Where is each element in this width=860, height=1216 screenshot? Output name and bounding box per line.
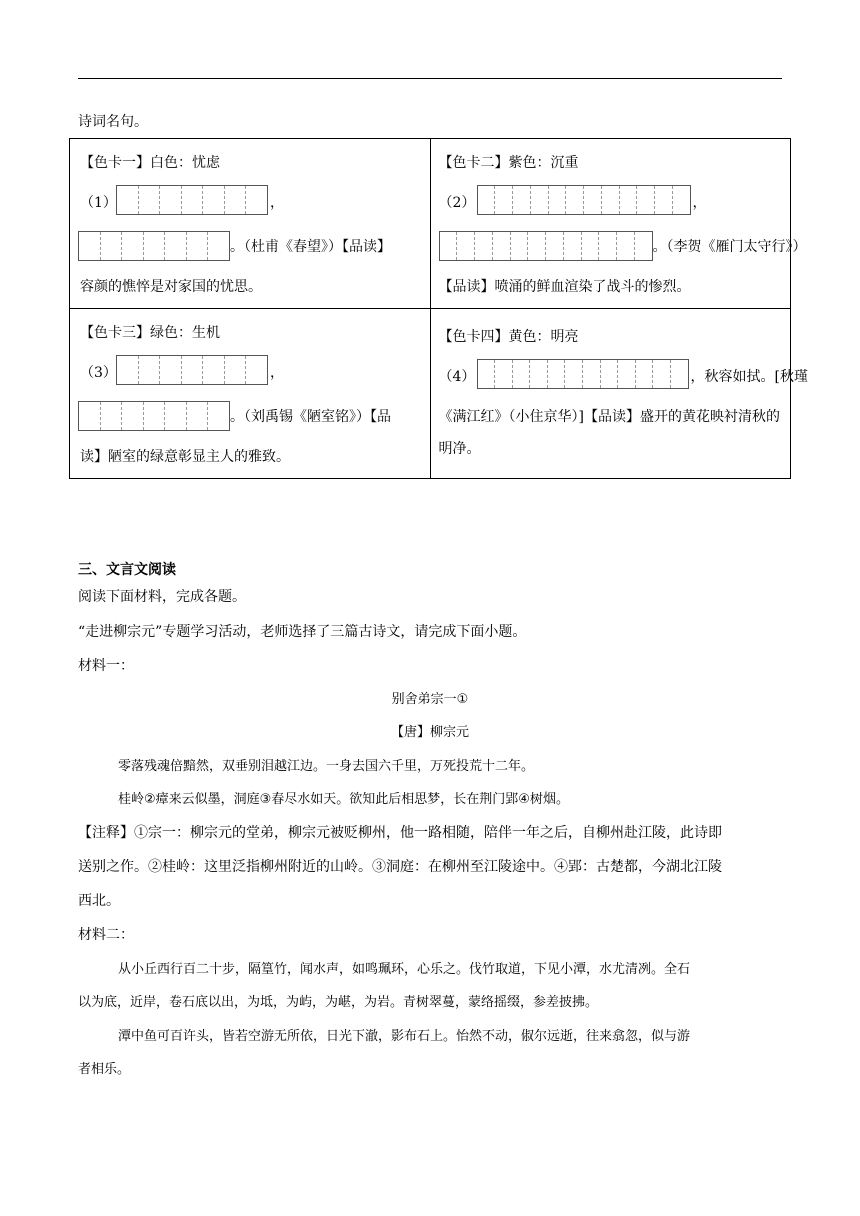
intro-text: 诗词名句。 [78, 114, 148, 130]
source-text: 。（李贺《雁门太守行》） [652, 239, 807, 255]
color-card-2 [430, 139, 807, 309]
instruction: “走进柳宗元”专题学习活动，老师选择了三篇古诗文，请完成下面小题。 [78, 624, 527, 640]
blank-number: （4） [438, 369, 476, 385]
reading-text: 《满江红》（小住京华）]【品读】盛开的黄花映衬清秋的 [438, 409, 780, 425]
source-text: ，秋容如拭。[秋瑾 [690, 369, 808, 385]
reading-text: 读】陋室的绿意彰显主人的雅致。 [80, 449, 290, 465]
poem-title: 别舍弟宗一① [391, 692, 469, 707]
comma: ， [692, 195, 707, 211]
reading-text: 【品读】喷涌的鲜血渲染了战斗的惨烈。 [438, 279, 691, 295]
answer-grid[interactable] [116, 185, 268, 215]
annotation: 【注释】①宗一：柳宗元的堂弟，柳宗元被贬柳州，他一路相随，陪伴一年之后，自柳州赴江陵，此诗即 [78, 825, 722, 841]
source-text: 。（杜甫《春望》）【品读】 [230, 239, 391, 255]
prose-line: 潭中鱼可百许头，皆若空游无所依，日光下澈，影布石上。怡然不动，俶尔远逝，往来翕忽，似与游 [118, 1029, 691, 1044]
answer-grid[interactable] [477, 185, 691, 215]
answer-grid[interactable] [78, 231, 230, 261]
comma: ， [270, 195, 284, 211]
color-card-4 [430, 309, 808, 479]
instruction: 阅读下面材料，完成各题。 [78, 589, 246, 605]
card-header: 【色卡一】白色：忧虑 [80, 155, 220, 171]
comma: ， [270, 365, 284, 381]
poem-line: 零落残魂倍黯然，双垂别泪越江边。一身去国六千里，万死投荒十二年。 [118, 759, 535, 774]
blank-number: （2） [438, 195, 476, 211]
answer-grid[interactable] [477, 359, 689, 389]
card-header: 【色卡四】黄色：明亮 [438, 329, 579, 345]
annotation: 西北。 [78, 893, 120, 909]
annotation: 送别之作。②桂岭：这里泛指柳州附近的山岭。③洞庭：在柳州至江陵途中。④郢：古楚都，今湖北江陵 [78, 859, 722, 875]
answer-grid[interactable] [78, 401, 230, 431]
section-title: 三、文言文阅读 [78, 562, 176, 578]
answer-grid[interactable] [439, 231, 653, 261]
reading-text: 明净。 [438, 441, 481, 457]
color-card-1 [70, 139, 431, 309]
answer-grid[interactable] [116, 355, 268, 385]
prose-line: 以为底，近岸，卷石底以出，为坻，为屿，为嵁，为岩。青树翠蔓，蒙络摇缀，参差披拂。 [78, 995, 599, 1010]
color-card-3 [70, 309, 431, 479]
poem-author: 【唐】柳宗元 [390, 725, 469, 740]
prose-line: 者相乐。 [78, 1062, 131, 1077]
source-text: 。（刘禹锡《陋室铭》）【品 [230, 409, 391, 425]
material-label: 材料二： [78, 927, 134, 943]
prose-line: 从小丘西行百二十步，隔篁竹，闻水声，如鸣珮环，心乐之。伐竹取道，下见小潭，水尤清冽。全石 [118, 962, 691, 977]
header-rule [78, 78, 782, 79]
reading-text: 容颜的憔悴是对家国的忧思。 [80, 279, 262, 295]
material-label: 材料一： [78, 658, 134, 674]
poem-line: 桂岭②瘴来云似墨，洞庭③春尽水如天。欲知此后相思梦，长在荆门郢④树烟。 [118, 792, 569, 807]
card-header: 【色卡二】紫色：沉重 [438, 155, 579, 171]
blank-number: （1） [80, 195, 117, 211]
color-card-table [69, 138, 808, 479]
blank-number: （3） [80, 365, 117, 381]
card-header: 【色卡三】绿色：生机 [80, 325, 220, 341]
